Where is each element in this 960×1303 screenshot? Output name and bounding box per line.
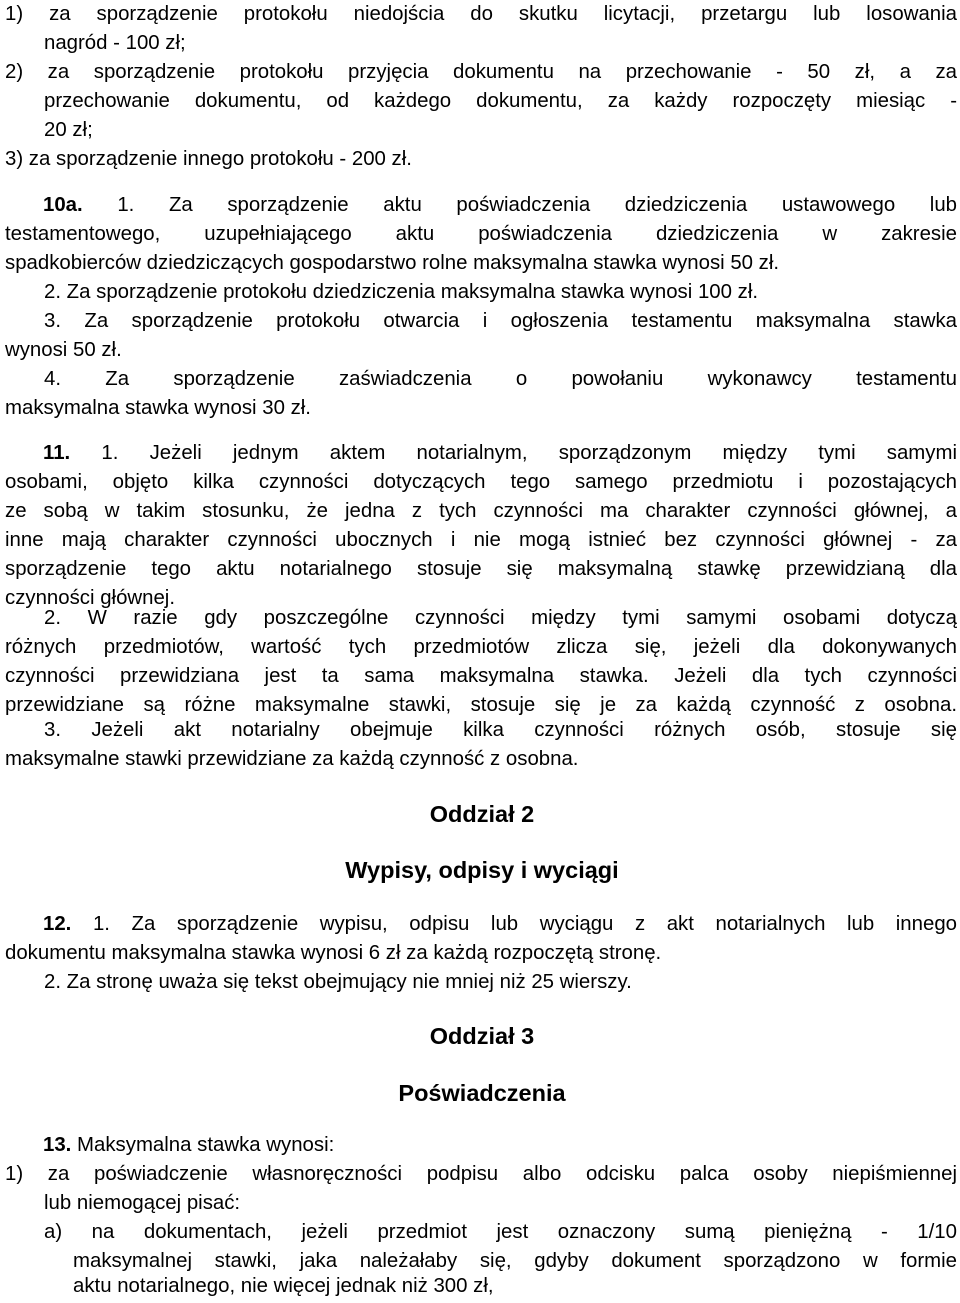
paragraph-text: spadkobierców dziedziczących gospodarstwo rolne maksymalna stawka wynosi 50 zł. bbox=[5, 252, 780, 274]
paragraph-text: osobami, objęto kilka czynności dotyczących tego samego przedmiotu i pozostających bbox=[5, 471, 957, 493]
paragraph-text: dokumentu maksymalna stawka wynosi 6 zł za każdą rozpoczętą stronę. bbox=[5, 942, 662, 964]
list-item-2-continuation: 20 zł; bbox=[44, 119, 93, 141]
sub-item-a-continuation: aktu notarialnego, nie więcej jednak niż 300 zł, bbox=[73, 1275, 494, 1297]
paragraph-text: 2. Za sporządzenie protokołu dziedziczenia maksymalna stawka wynosi 100 zł. bbox=[44, 281, 759, 303]
paragraph-number: 13. bbox=[43, 1134, 72, 1156]
list-item-continuation: lub niemogącej pisać: bbox=[44, 1192, 241, 1214]
paragraph-text: Za sporządzenie aktu poświadczenia dziedziczenia ustawowego lub bbox=[168, 194, 957, 216]
list-item: 1) za poświadczenie własnoręczności podpisu albo odcisku palca osoby niepiśmiennej bbox=[5, 1163, 957, 1185]
section-title: Oddział 2 bbox=[429, 801, 535, 827]
section-number: 1. bbox=[101, 442, 119, 464]
paragraph-text: sporządzenie tego aktu notarialnego stosuje się maksymalną stawkę przewidzianą dla bbox=[5, 558, 957, 580]
paragraph-12-line bbox=[5, 910, 957, 939]
paragraph-10a-line bbox=[5, 191, 957, 220]
paragraph-text: 3. Za sporządzenie protokołu otwarcia i ogłoszenia testamentu maksymalna stawka bbox=[44, 310, 957, 332]
paragraph-text: różnych przedmiotów, wartość tych przedmiotów zlicza się, jeżeli dla dokonywanych bbox=[5, 636, 957, 658]
list-item-2-continuation: przechowanie dokumentu, od każdego dokumentu, za każdy rozpoczęty miesiąc - bbox=[44, 90, 957, 112]
paragraph-text: Maksymalna stawka wynosi: bbox=[77, 1134, 335, 1156]
paragraph-text: 3. Jeżeli akt notarialny obejmuje kilka czynności różnych osób, stosuje się bbox=[44, 719, 957, 741]
section-title: Oddział 3 bbox=[429, 1023, 535, 1049]
paragraph-text: maksymalne stawki przewidziane za każdą czynność z osobna. bbox=[5, 748, 579, 770]
paragraph-text: wynosi 50 zł. bbox=[5, 339, 122, 361]
paragraph-text: przewidziane są różne maksymalne stawki, stosuje się je za każdą czynność z osobna. bbox=[5, 694, 957, 716]
sub-item-a-continuation: maksymalnej stawki, jaka należałaby się, gdyby dokument sporządzono w formie bbox=[73, 1250, 957, 1272]
paragraph-text: Jeżeli jednym aktem notarialnym, sporządzonym między tymi samymi bbox=[149, 442, 957, 464]
list-item-1-continuation: nagród - 100 zł; bbox=[44, 32, 186, 54]
paragraph-text: maksymalna stawka wynosi 30 zł. bbox=[5, 397, 311, 419]
paragraph-text: 2. Za stronę uważa się tekst obejmujący nie mniej niż 25 wierszy. bbox=[44, 971, 632, 993]
paragraph-text: czynności głównej. bbox=[5, 587, 176, 609]
paragraph-number: 10a. bbox=[43, 194, 83, 216]
paragraph-text: inne mają charakter czynności ubocznych i nie mogą istnieć bez czynności głównej - za bbox=[5, 529, 957, 551]
paragraph-number: 12. bbox=[43, 913, 72, 935]
paragraph-text: ze sobą w takim stosunku, że jedna z tych czynności ma charakter czynności głównej, a bbox=[5, 500, 957, 522]
paragraph-11-line bbox=[5, 439, 957, 468]
paragraph-text: 1. Za sporządzenie wypisu, odpisu lub wyciągu z akt notarialnych lub innego bbox=[92, 913, 957, 935]
paragraph-text: 2. W razie gdy poszczególne czynności między tymi samymi osobami dotyczą bbox=[44, 607, 957, 629]
section-subtitle: Wypisy, odpisy i wyciągi bbox=[345, 857, 619, 883]
section-number: 1. bbox=[117, 194, 135, 216]
paragraph-text: czynności przewidziana jest ta sama maksymalna stawka. Jeżeli dla tych czynności bbox=[5, 665, 957, 687]
paragraph-13-line bbox=[5, 1131, 957, 1160]
list-item-2: 2) za sporządzenie protokołu przyjęcia dokumentu na przechowanie - 50 zł, a za bbox=[5, 61, 957, 83]
section-subtitle: Poświadczenia bbox=[398, 1080, 566, 1106]
paragraph-text: 4. Za sporządzenie zaświadczenia o powołaniu wykonawcy testamentu bbox=[44, 368, 957, 390]
paragraph-number: 11. bbox=[43, 442, 71, 464]
list-item-1: 1) za sporządzenie protokołu niedojścia do skutku licytacji, przetargu lub losowania bbox=[5, 3, 957, 25]
paragraph-text: testamentowego, uzupełniającego aktu poświadczenia dziedziczenia w zakresie bbox=[5, 223, 957, 245]
sub-item-a: a) na dokumentach, jeżeli przedmiot jest oznaczony sumą pieniężną - 1/10 bbox=[44, 1221, 957, 1243]
list-item-3: 3) za sporządzenie innego protokołu - 200 zł. bbox=[5, 148, 412, 170]
